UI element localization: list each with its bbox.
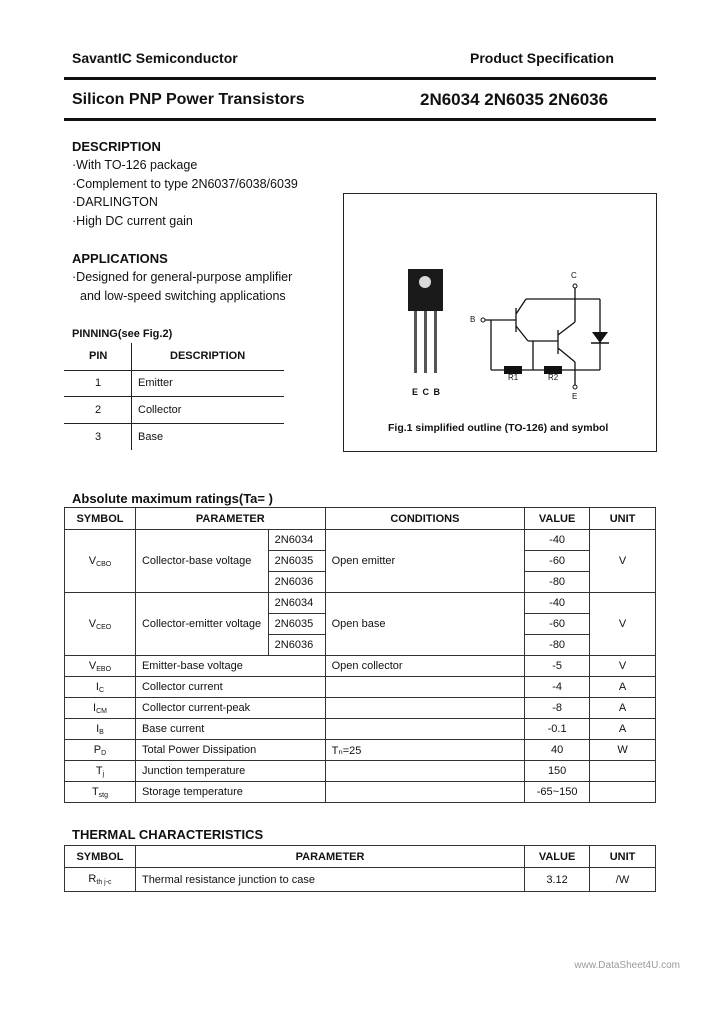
value-cell: -40 — [525, 530, 590, 551]
unit-cell: V — [590, 656, 656, 677]
parameter-cell: Collector-base voltage — [135, 530, 268, 593]
description-item: ·Complement to type 2N6037/6038/6039 — [72, 177, 298, 191]
watermark: www.DataSheet4U.com — [574, 960, 680, 971]
value-cell: -65~150 — [525, 782, 590, 803]
condition-cell — [325, 782, 525, 803]
col-symbol: SYMBOL — [65, 846, 136, 868]
diode-icon — [592, 332, 608, 343]
unit-cell: W — [590, 740, 656, 761]
title-rule — [64, 118, 656, 121]
parameter-cell: Junction temperature — [135, 761, 325, 782]
parameter-cell: Thermal resistance junction to case — [135, 868, 524, 892]
table-row — [65, 593, 656, 614]
node-c-label: C — [571, 271, 577, 280]
abs-max-table — [64, 507, 656, 803]
part-cell: 2N6036 — [268, 635, 325, 656]
symbol-cell: $T_{stg}$ — [65, 782, 136, 803]
r1-label: R1 — [508, 373, 519, 382]
pin-description: Collector — [138, 404, 182, 416]
unit-cell: A — [590, 719, 656, 740]
col-parameter: PARAMETER — [135, 846, 524, 868]
unit-cell: A — [590, 677, 656, 698]
node-b-label: B — [470, 315, 476, 324]
unit-cell: A — [590, 698, 656, 719]
package-pin-labels: E C B — [412, 387, 442, 397]
spec-label: Product Specification — [470, 50, 614, 66]
lead-icon — [414, 311, 417, 373]
lead-icon — [424, 311, 427, 373]
condition-cell: Open base — [325, 593, 525, 656]
symbol-cell: $I_C$ — [65, 677, 136, 698]
description-item: ·High DC current gain — [72, 214, 193, 228]
unit-cell: V — [590, 530, 656, 593]
col-symbol: SYMBOL — [65, 508, 136, 530]
condition-cell: Tₙ=25 — [325, 740, 525, 761]
col-value: VALUE — [525, 508, 590, 530]
part-cell: 2N6034 — [268, 593, 325, 614]
table-row — [65, 868, 656, 892]
value-cell: -4 — [525, 677, 590, 698]
pinning-rule — [64, 423, 284, 424]
symbol-cell: $I_{CM}$ — [65, 698, 136, 719]
value-cell: -80 — [525, 572, 590, 593]
symbol-cell: $V_{CBO}$ — [65, 530, 136, 593]
pinning-rule — [64, 370, 284, 371]
thermal-heading: THERMAL CHARACTERISTICS — [72, 827, 264, 842]
part-cell: 2N6035 — [268, 614, 325, 635]
package-body-icon — [408, 269, 443, 311]
table-row — [65, 761, 656, 782]
value-cell: -0.1 — [525, 719, 590, 740]
condition-cell — [325, 719, 525, 740]
table-header-row — [65, 846, 656, 868]
company-name: SavantIC Semiconductor — [72, 50, 238, 66]
lead-icon — [434, 311, 437, 373]
applications-item: ·Designed for general-purpose amplifier — [72, 270, 293, 284]
figure-caption: Fig.1 simplified outline (TO-126) and symbol — [388, 422, 609, 434]
darlington-symbol — [483, 286, 600, 387]
symbol-cell: $V_{EBO}$ — [65, 656, 136, 677]
abs-max-heading: Absolute maximum ratings(Ta= ) — [72, 491, 273, 506]
table-row — [65, 530, 656, 551]
table-row — [65, 719, 656, 740]
parameter-cell: Base current — [135, 719, 325, 740]
pin-description-header: DESCRIPTION — [170, 350, 246, 362]
node-e-label: E — [572, 392, 578, 401]
symbol-cell: $I_B$ — [65, 719, 136, 740]
figure-box — [343, 193, 657, 452]
r2-label: R2 — [548, 373, 559, 382]
pin-number: 2 — [95, 404, 102, 416]
condition-cell — [325, 698, 525, 719]
pinning-rule — [64, 396, 284, 397]
unit-cell — [590, 782, 656, 803]
condition-cell — [325, 677, 525, 698]
col-parameter: PARAMETER — [135, 508, 325, 530]
col-unit: UNIT — [590, 508, 656, 530]
pin-number: 1 — [95, 377, 102, 389]
condition-cell — [325, 761, 525, 782]
thermal-table — [64, 845, 656, 892]
parameter-cell: Storage temperature — [135, 782, 325, 803]
condition-cell: Open collector — [325, 656, 525, 677]
description-heading: DESCRIPTION — [72, 139, 161, 154]
part-cell: 2N6035 — [268, 551, 325, 572]
part-cell: 2N6034 — [268, 530, 325, 551]
pin-column-header: PIN — [89, 350, 108, 362]
col-unit: UNIT — [590, 846, 656, 868]
col-value: VALUE — [525, 846, 590, 868]
value-cell: 3.12 — [525, 868, 590, 892]
header-rule — [64, 77, 656, 80]
parameter-cell: Collector-emitter voltage — [135, 593, 268, 656]
value-cell: -80 — [525, 635, 590, 656]
symbol-cell: $T_j$ — [65, 761, 136, 782]
value-cell: -5 — [525, 656, 590, 677]
applications-item: and low-speed switching applications — [80, 289, 286, 303]
pin-description: Base — [138, 431, 164, 443]
part-numbers: 2N6034 2N6035 2N6036 — [420, 90, 609, 109]
parameter-cell: Collector current — [135, 677, 325, 698]
pin-number: 3 — [95, 431, 102, 443]
transistor-figure — [344, 194, 656, 451]
applications-heading: APPLICATIONS — [72, 251, 168, 266]
col-conditions: CONDITIONS — [325, 508, 525, 530]
unit-cell: /W — [590, 868, 656, 892]
symbol-cell: $R_{th j-c}$ — [65, 868, 136, 892]
doc-title: Silicon PNP Power Transistors — [72, 91, 305, 108]
description-item: ·With TO-126 package — [72, 158, 198, 172]
parameter-cell: Emitter-base voltage — [135, 656, 325, 677]
parameter-cell: Collector current-peak — [135, 698, 325, 719]
table-row — [65, 677, 656, 698]
value-cell: -8 — [525, 698, 590, 719]
table-row — [65, 656, 656, 677]
description-item: ·DARLINGTON — [72, 195, 158, 209]
value-cell: 150 — [525, 761, 590, 782]
parameter-cell: Total Power Dissipation — [135, 740, 325, 761]
value-cell: -60 — [525, 614, 590, 635]
part-cell: 2N6036 — [268, 572, 325, 593]
table-header-row — [65, 508, 656, 530]
table-row — [65, 698, 656, 719]
unit-cell: V — [590, 593, 656, 656]
symbol-cell: $V_{CEO}$ — [65, 593, 136, 656]
value-cell: -60 — [525, 551, 590, 572]
symbol-cell: $P_D$ — [65, 740, 136, 761]
value-cell: 40 — [525, 740, 590, 761]
table-row — [65, 782, 656, 803]
value-cell: -40 — [525, 593, 590, 614]
condition-cell: Open emitter — [325, 530, 525, 593]
table-row — [65, 740, 656, 761]
unit-cell — [590, 761, 656, 782]
pinning-heading: PINNING(see Fig.2) — [72, 328, 173, 340]
pin-description: Emitter — [138, 377, 173, 389]
